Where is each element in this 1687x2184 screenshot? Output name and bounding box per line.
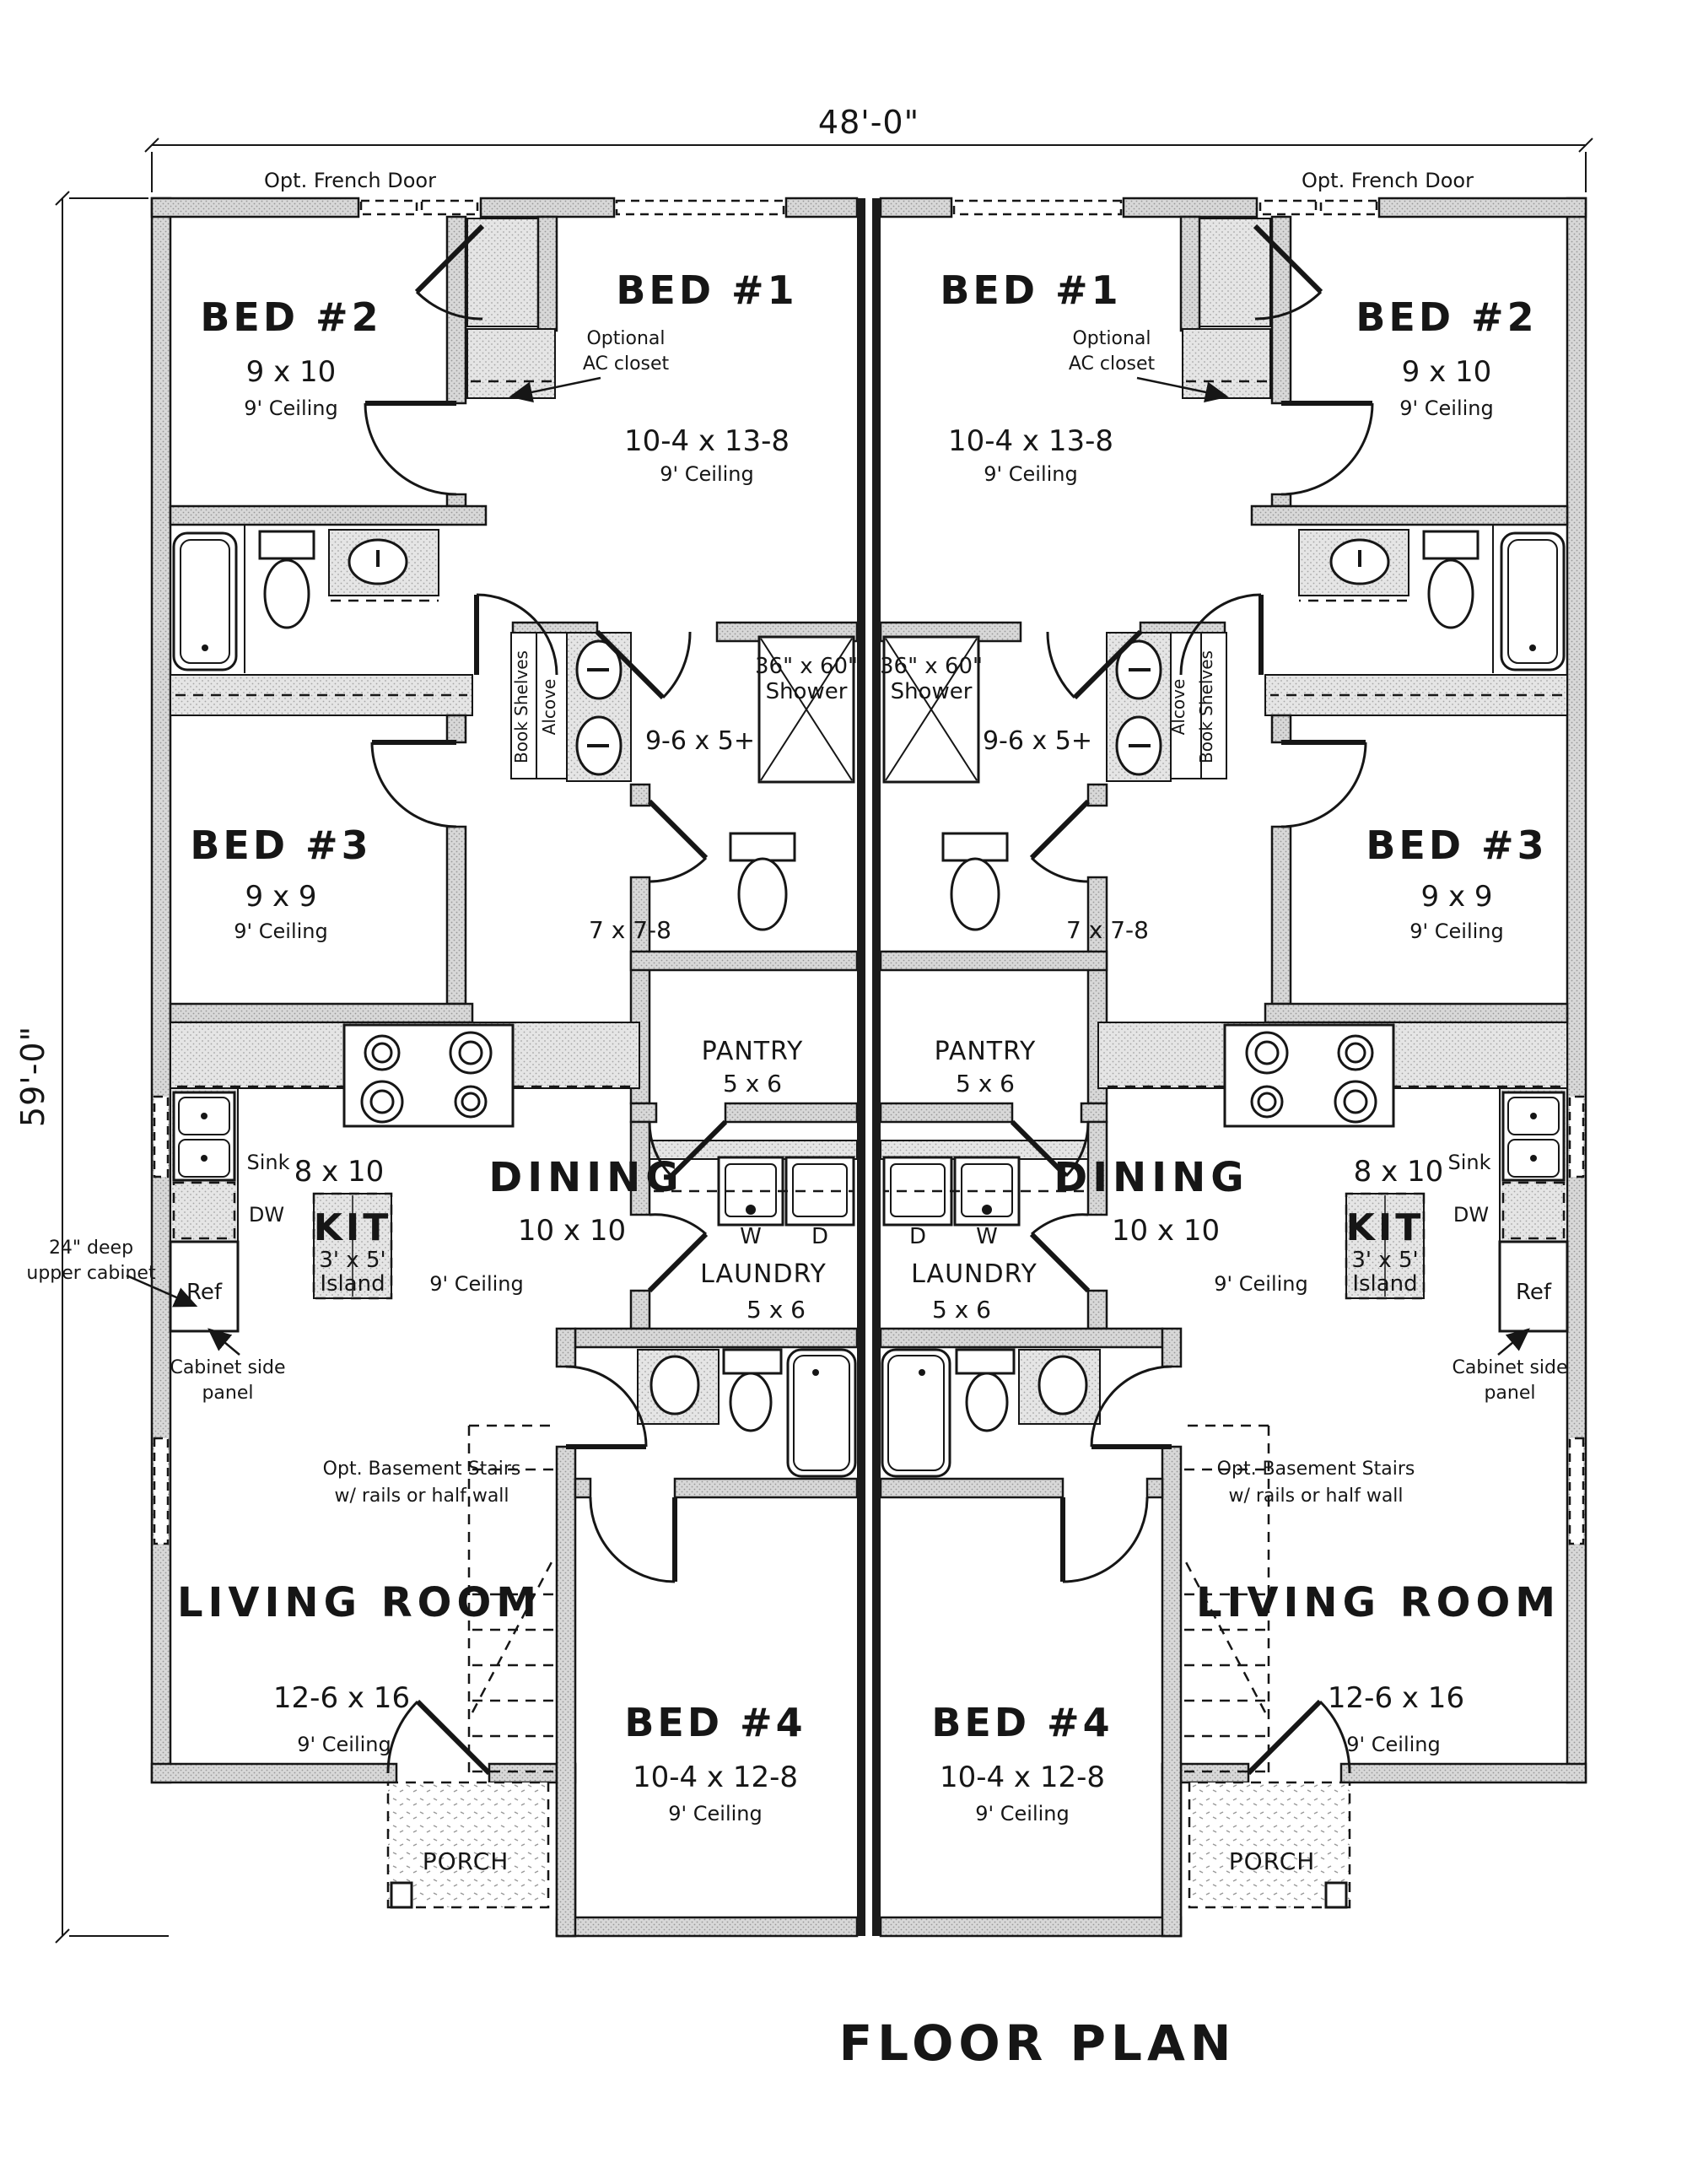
- kit-label-left: KIT: [313, 1206, 392, 1249]
- bed1-ceiling-left: 9' Ceiling: [660, 462, 754, 486]
- stairs-note2-left: w/ rails or half wall: [334, 1486, 509, 1507]
- living-name-right: LIVING ROOM: [1195, 1579, 1561, 1626]
- dining-name-right: DINING: [1054, 1154, 1249, 1201]
- bed2-closet: [467, 218, 538, 326]
- ac-note1-right: Optional: [1072, 328, 1151, 349]
- bed4-name-left: BED #4: [624, 1700, 806, 1745]
- pantry-name-right: PANTRY: [934, 1037, 1037, 1066]
- dining-name-left: DINING: [488, 1154, 684, 1201]
- ac-closet: [467, 329, 555, 398]
- ac-note2-left: AC closet: [582, 353, 670, 375]
- cabside1-left: Cabinet side: [170, 1357, 286, 1378]
- bed4-ceiling-left: 9' Ceiling: [668, 1802, 763, 1825]
- bed2-size-left: 9 x 10: [245, 355, 337, 389]
- bed2-name-right: BED #2: [1356, 294, 1538, 340]
- dining-ceiling-right: 9' Ceiling: [1214, 1272, 1308, 1296]
- stairs-note2-right: w/ rails or half wall: [1228, 1486, 1404, 1507]
- living-ceiling-left: 9' Ceiling: [297, 1733, 391, 1756]
- laundry-name-left: LAUNDRY: [700, 1259, 827, 1289]
- bed4-size-left: 10-4 x 12-8: [632, 1761, 799, 1794]
- dryer-label-left: D: [811, 1224, 829, 1249]
- laundry-size-right: 5 x 6: [932, 1296, 991, 1324]
- overall-height-dimension: 59'-0": [14, 1025, 51, 1128]
- bed1-size-right: 10-4 x 13-8: [947, 424, 1114, 458]
- dw-label-left: DW: [248, 1203, 285, 1227]
- ac-note1-left: Optional: [586, 328, 666, 349]
- book-shelves-label-right: Book Shelves: [1196, 650, 1216, 763]
- toilet-icon: [260, 531, 314, 558]
- living-size-left: 12-6 x 16: [272, 1681, 411, 1715]
- drawing-title: FLOOR PLAN: [838, 2014, 1237, 2072]
- washer-label-left: W: [740, 1224, 762, 1249]
- ac-note2-right: AC closet: [1068, 353, 1156, 375]
- ref-label-left: Ref: [186, 1280, 223, 1305]
- kitchen-size-right: 8 x 10: [1353, 1155, 1444, 1189]
- toilet-icon: [730, 833, 795, 860]
- bed3-ceiling-left: 9' Ceiling: [234, 919, 328, 943]
- alcove-label-left: Alcove: [539, 678, 559, 736]
- island-size-right: 3' x 5': [1351, 1248, 1419, 1273]
- bed1-name-left: BED #1: [616, 267, 798, 313]
- bed2-ceiling-right: 9' Ceiling: [1399, 396, 1494, 420]
- kitchen-size-left: 8 x 10: [294, 1155, 385, 1189]
- french-door-note-left: Opt. French Door: [264, 169, 436, 192]
- porch-area: [388, 1782, 548, 1907]
- bed3-size-left: 9 x 9: [245, 880, 317, 914]
- bed2-name-left: BED #2: [200, 294, 382, 340]
- island-label-right: Island: [1352, 1271, 1418, 1297]
- stairs-note1-right: Opt. Basement Stairs: [1216, 1459, 1415, 1480]
- alcove-label-right: Alcove: [1168, 678, 1188, 736]
- pantry-size-left: 5 x 6: [723, 1070, 782, 1097]
- bed4-size-right: 10-4 x 12-8: [939, 1761, 1106, 1794]
- washer-label-right: W: [976, 1224, 998, 1249]
- dw-label-right: DW: [1453, 1203, 1490, 1227]
- hall-size-right: 7 x 7-8: [1066, 916, 1149, 944]
- bed3-size-right: 9 x 9: [1420, 880, 1493, 914]
- overall-width-dimension: 48'-0": [817, 104, 920, 141]
- sink-label-left: Sink: [246, 1151, 290, 1174]
- cabside2-right: panel: [1484, 1383, 1536, 1404]
- toilet-icon: [724, 1350, 781, 1373]
- laundry-name-right: LAUNDRY: [911, 1259, 1038, 1289]
- cab-note1-left: 24" deep: [48, 1238, 134, 1259]
- stairs-note1-left: Opt. Basement Stairs: [322, 1459, 521, 1480]
- bed4-ceiling-right: 9' Ceiling: [975, 1802, 1070, 1825]
- bed3-name-right: BED #3: [1366, 822, 1548, 868]
- bed1-ceiling-right: 9' Ceiling: [984, 462, 1078, 486]
- living-name-left: LIVING ROOM: [176, 1579, 542, 1626]
- porch-label-left: PORCH: [422, 1847, 509, 1875]
- shower-size-left: 36" x 60": [754, 654, 859, 679]
- bed3-name-left: BED #3: [190, 822, 372, 868]
- bath-size-left: 9-6 x 5+: [644, 726, 756, 756]
- bed4-name-right: BED #4: [931, 1700, 1113, 1745]
- dining-size-left: 10 x 10: [517, 1214, 627, 1248]
- island-label-left: Island: [320, 1271, 385, 1297]
- bed1-name-right: BED #1: [940, 267, 1122, 313]
- shower-label-right: Shower: [890, 679, 973, 704]
- kit-label-right: KIT: [1345, 1206, 1425, 1249]
- bed3-ceiling-right: 9' Ceiling: [1409, 919, 1504, 943]
- dryer-label-right: D: [908, 1224, 927, 1249]
- cabside2-left: panel: [202, 1383, 254, 1404]
- island-size-left: 3' x 5': [319, 1248, 386, 1273]
- porch-label-right: PORCH: [1228, 1847, 1316, 1875]
- cab-note2-left: upper cabinet: [26, 1263, 156, 1284]
- pantry-size-right: 5 x 6: [956, 1070, 1015, 1097]
- french-door-note-right: Opt. French Door: [1302, 169, 1474, 192]
- bath-size-right: 9-6 x 5+: [982, 726, 1093, 756]
- living-ceiling-right: 9' Ceiling: [1346, 1733, 1441, 1756]
- sink-icon: [651, 1356, 698, 1414]
- laundry-size-left: 5 x 6: [746, 1296, 806, 1324]
- book-shelves-label-left: Book Shelves: [511, 650, 531, 763]
- sink-label-right: Sink: [1447, 1151, 1491, 1174]
- dining-size-right: 10 x 10: [1111, 1214, 1221, 1248]
- bed2-ceiling-left: 9' Ceiling: [244, 396, 338, 420]
- ref-label-right: Ref: [1515, 1280, 1552, 1305]
- shower-label-left: Shower: [765, 679, 848, 704]
- bed2-size-right: 9 x 10: [1401, 355, 1492, 389]
- dining-ceiling-left: 9' Ceiling: [429, 1272, 524, 1296]
- living-size-right: 12-6 x 16: [1327, 1681, 1465, 1715]
- hall-size-left: 7 x 7-8: [589, 916, 671, 944]
- pantry-name-left: PANTRY: [701, 1037, 804, 1066]
- cabside1-right: Cabinet side: [1452, 1357, 1568, 1378]
- porch-post: [391, 1883, 412, 1907]
- shower-size-right: 36" x 60": [879, 654, 984, 679]
- bed1-size-left: 10-4 x 13-8: [623, 424, 790, 458]
